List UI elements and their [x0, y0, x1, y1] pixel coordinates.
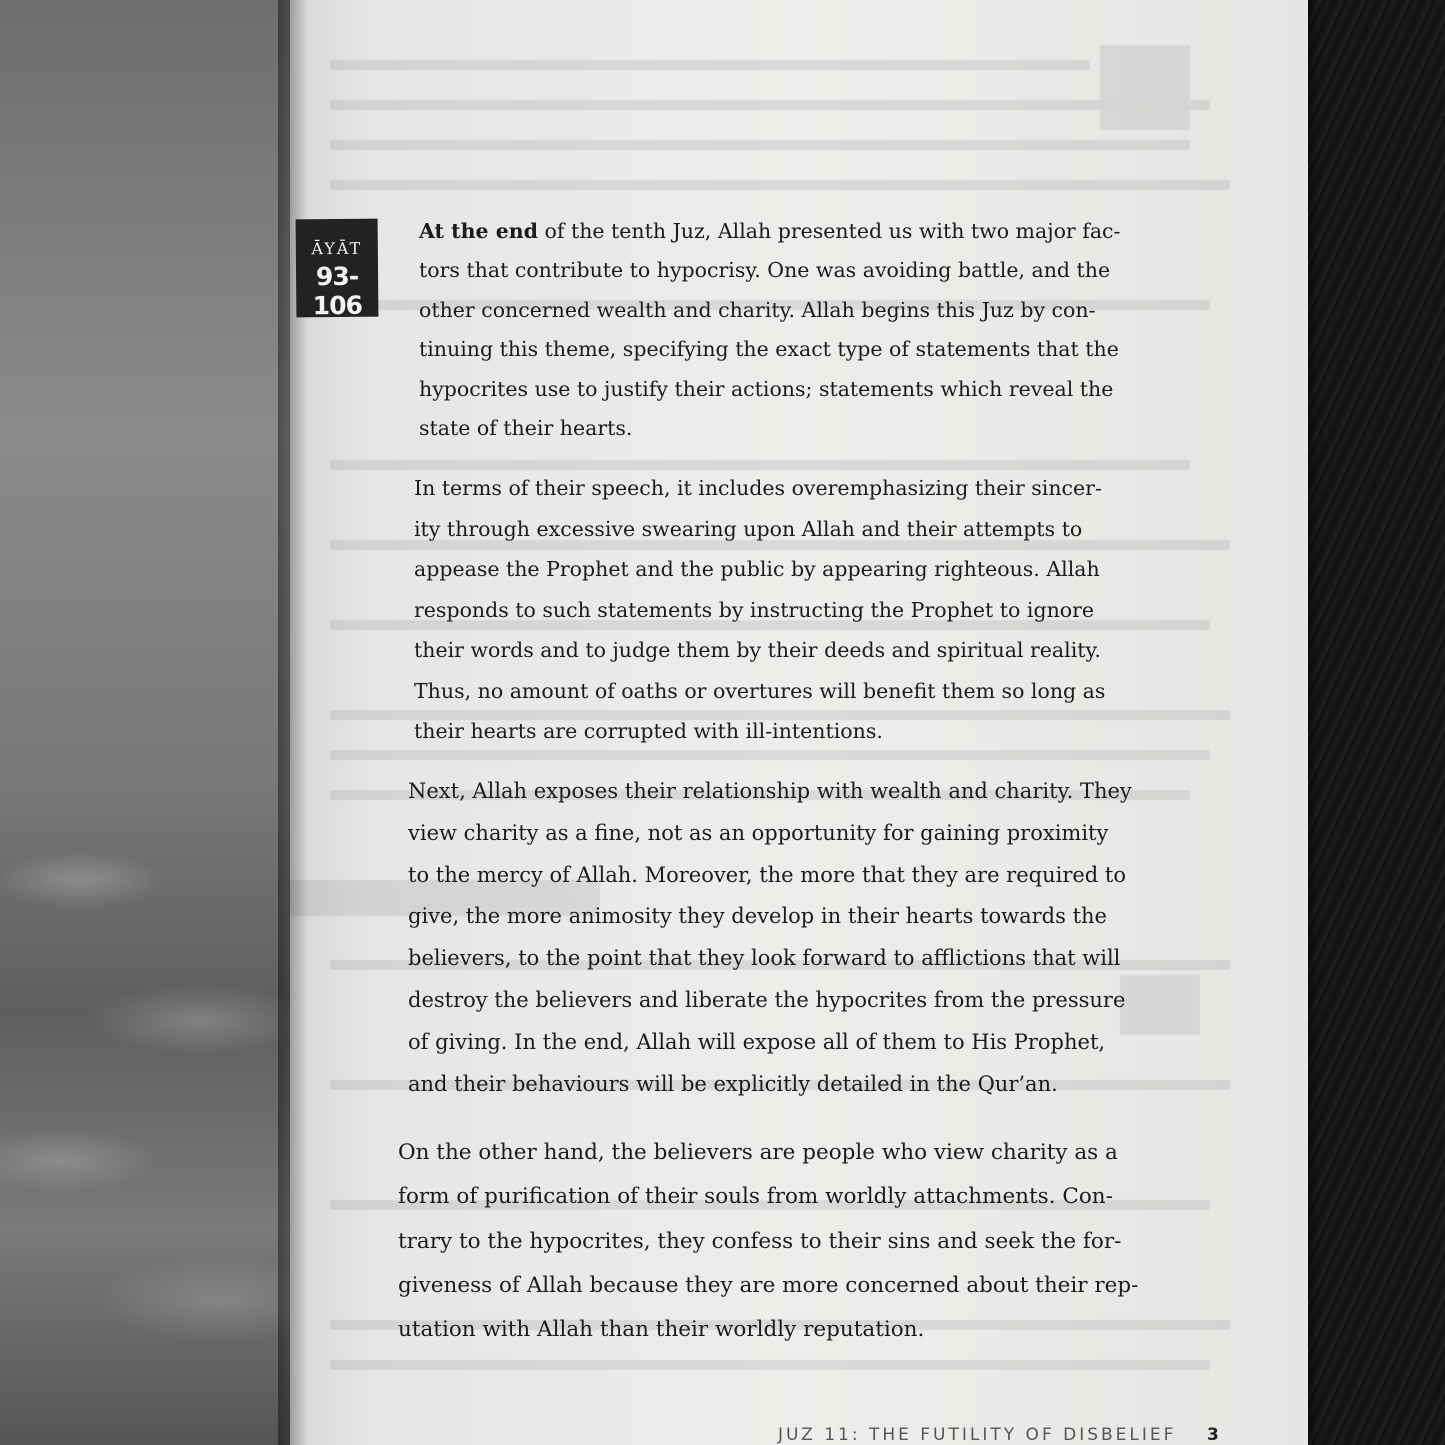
paragraph-line: On the other hand, the believers are people who view charity as a — [398, 1140, 1118, 1165]
paragraph-line: hypocrites use to justify their actions; statements which reveal the — [419, 376, 1114, 401]
ayat-range: 93-106 — [312, 261, 363, 321]
paragraph-line: form of purification of their souls from worldly attachments. Con- — [398, 1184, 1113, 1210]
paragraph-line: their hearts are corrupted with ill-intentions. — [414, 719, 883, 743]
paragraph-1-line-1: At the end of the tenth Juz, Allah presented us with two major fac- — [419, 219, 1121, 243]
paragraph-line: appease the Prophet and the public by appearing righteous. Allah — [414, 557, 1100, 581]
paragraph-2 — [414, 468, 1105, 752]
paragraph-line: giveness of Allah because they are more concerned about their rep- — [398, 1272, 1139, 1298]
paragraph-line: view charity as a fine, not as an opportunity for gaining proximity — [408, 820, 1109, 845]
running-head: JUZ 11: THE FUTILITY OF DISBELIEF — [778, 1425, 1177, 1445]
table-surface — [1300, 0, 1445, 1445]
paragraph-line: ity through excessive swearing upon Allah and their attempts to — [414, 516, 1083, 541]
ocean-wave-texture — [0, 820, 300, 1445]
paragraph-line: tors that contribute to hypocrisy. One was avoiding battle, and the — [419, 258, 1111, 283]
paragraph-line: other concerned wealth and charity. Allah begins this Juz by con- — [419, 297, 1096, 322]
paragraph-line: state of their hearts. — [419, 416, 633, 441]
page-number: 3 — [1207, 1425, 1219, 1445]
ayat-badge — [296, 219, 379, 321]
paragraph-line: give, the more animosity they develop in their hearts towards the — [408, 904, 1107, 929]
paragraph-line: tinuing this theme, specifying the exact type of statements that the — [419, 337, 1119, 362]
paragraph-line: believers, to the point that they look forward to afflictions that will — [408, 946, 1121, 971]
ayat-label: ĀYĀT — [311, 238, 363, 259]
paragraph-line: destroy the believers and liberate the hypocrites from the pressure — [408, 987, 1126, 1012]
paragraph-line: Next, Allah exposes their relationship with wealth and charity. They — [408, 779, 1132, 803]
paragraph-line: Thus, no amount of oaths or overtures will benefit them so long as — [414, 678, 1106, 703]
paragraph-1 — [419, 212, 1120, 448]
paragraph-4 — [398, 1131, 1138, 1352]
paragraph-line: trary to the hypocrites, they confess to their sins and seek the for- — [398, 1228, 1122, 1254]
left-page-image — [0, 0, 300, 1445]
paragraph-line: their words and to judge them by their deeds and spiritual reality. — [414, 638, 1101, 662]
paragraph-line: of giving. In the end, Allah will expose all of them to His Prophet, — [408, 1029, 1106, 1054]
lead-in-phrase: At the end — [419, 219, 538, 243]
paragraph-line: responds to such statements by instructing the Prophet to ignore — [414, 597, 1095, 622]
paragraph-3 — [408, 771, 1132, 1105]
book-gutter-shadow — [278, 0, 308, 1445]
paragraph-line: and their behaviours will be explicitly detailed in the Qur’an. — [408, 1071, 1058, 1096]
paragraph-line: utation with Allah than their worldly reputation. — [398, 1317, 925, 1343]
paragraph-line: to the mercy of Allah. Moreover, the more that they are required to — [408, 862, 1126, 887]
paragraph-line: In terms of their speech, it includes overemphasizing their sincer- — [414, 476, 1102, 500]
